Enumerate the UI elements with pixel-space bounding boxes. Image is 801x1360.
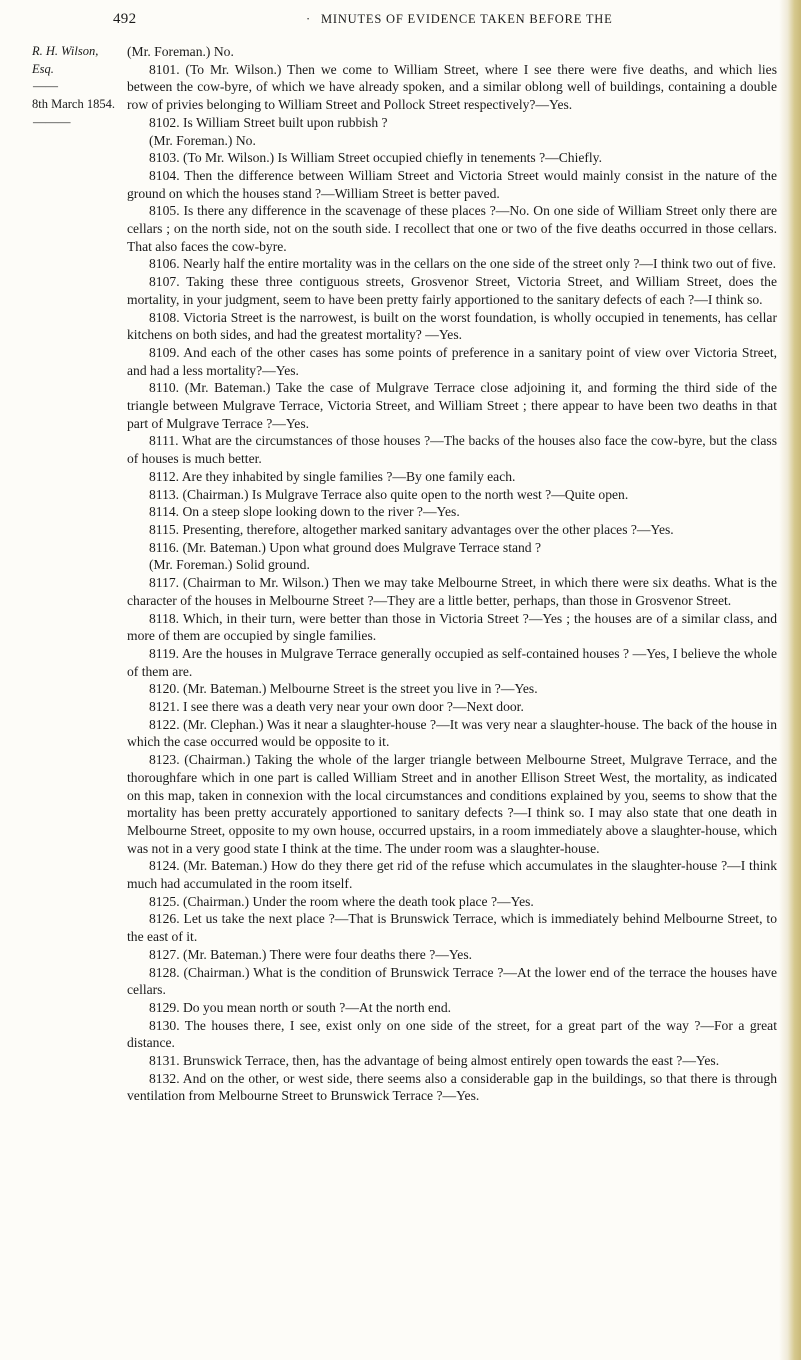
evidence-paragraph: 8116. (Mr. Bateman.) Upon what ground does Mulgrave Terrace stand ?	[149, 539, 542, 555]
evidence-paragraph: (Mr. Foreman.) Solid ground.	[149, 557, 310, 573]
evidence-paragraph: 8106. Nearly half the entire mortality was in the cellars on the one side of the street only ?—I think two out of five.	[149, 256, 777, 272]
evidence-paragraph: 8131. Brunswick Terrace, then, has the advantage of being almost entirely open towards the east ?—Yes.	[149, 1053, 720, 1069]
evidence-paragraph: 8111. What are the circumstances of those houses ?—The backs of the houses also face the cow-byre, but the class of houses is much better.	[127, 433, 777, 467]
margin-dash: ———	[33, 114, 71, 129]
evidence-paragraph: 8125. (Chairman.) Under the room where the death took place ?—Yes.	[149, 893, 534, 909]
evidence-paragraph: 8122. (Mr. Clephan.) Was it near a slaughter-house ?—It was very near a slaughter-house. The back of the house in which the case occurred would be opposite to it.	[127, 716, 777, 750]
evidence-paragraph: 8115. Presenting, therefore, altogether marked sanitary advantages over the other places ?—Yes.	[149, 521, 674, 537]
page-edge	[779, 0, 801, 1360]
margin-dash: ——	[33, 79, 58, 94]
evidence-paragraph: 8105. Is there any difference in the scavenage of these places ?—No. On one side of William Street only there are cellars ; on the north side, not on the south side. I recollect that one or two of the five deaths occurred in those cellars. That also faces the cow-byre.	[127, 203, 777, 254]
margin-note	[32, 43, 122, 132]
page-number: 492	[113, 11, 137, 27]
running-head	[306, 12, 613, 27]
evidence-paragraph: 8123. (Chairman.) Taking the whole of the larger triangle between Melbourne Street, Mulgrave Terrace, and the thoroughfare which in one part is called William Street and in another Ellison Street West, the mortality, as indicated on this map, taken in connexion with the local circumstances and conditions explained by you, seems to show that the mortality has been pretty accurately apportioned to sanitary defects ?—I think so. I may also state that one death in Melbourne Street, opposite to my own house, occurred upstairs, in a room immediately above a slaughter-house, which was not in a very good state I think at the time. The under room was a slaughter-house.	[127, 752, 777, 856]
evidence-paragraph: (Mr. Foreman.) No.	[127, 44, 234, 59]
evidence-paragraph: 8114. On a steep slope looking down to the river ?—Yes.	[149, 504, 460, 520]
evidence-paragraph: (Mr. Foreman.) No.	[149, 132, 256, 148]
evidence-paragraph: 8127. (Mr. Bateman.) There were four deaths there ?—Yes.	[149, 946, 473, 962]
evidence-paragraph: 8121. I see there was a death very near your own door ?—Next door.	[149, 699, 524, 715]
running-head-text: MINUTES OF EVIDENCE TAKEN BEFORE THE	[320, 12, 613, 26]
witness-name: R. H. Wilson, Esq.	[32, 44, 99, 76]
evidence-paragraph: 8118. Which, in their turn, were better than those in Victoria Street ?—Yes ; the houses are of a similar class, and more of them are occupied by single families.	[127, 610, 777, 644]
evidence-paragraph: 8103. (To Mr. Wilson.) Is William Street occupied chiefly in tenements ?—Chiefly.	[149, 150, 602, 166]
evidence-paragraph: 8109. And each of the other cases has some points of preference in a sanitary point of view over Victoria Street, and had a less mortality?—Yes.	[127, 344, 777, 378]
evidence-paragraph: 8126. Let us take the next place ?—That is Brunswick Terrace, which is immediately behind Melbourne Street, to the east of it.	[127, 911, 777, 945]
evidence-paragraph: 8108. Victoria Street is the narrowest, is built on the worst foundation, is wholly occupied in tenements, has cellar kitchens on both sides, and had the greatest mortality? —Yes.	[127, 309, 777, 343]
evidence-paragraph: 8102. Is William Street built upon rubbish ?	[149, 114, 388, 130]
evidence-paragraph: 8124. (Mr. Bateman.) How do they there get rid of the refuse which accumulates in the slaughter-house ?—I think much had accumulated in the room itself.	[127, 858, 777, 892]
page-header	[0, 8, 801, 32]
header-bullet: ·	[306, 12, 311, 26]
evidence-paragraph: 8113. (Chairman.) Is Mulgrave Terrace also quite open to the north west ?—Quite open.	[149, 486, 629, 502]
evidence-paragraph: 8104. Then the difference between William Street and Victoria Street would mainly consist in the nature of the ground on which the houses stand ?—William Street is better paved.	[127, 167, 777, 201]
evidence-paragraph: 8101. (To Mr. Wilson.) Then we come to William Street, where I see there were five deaths, and which lies between the cow-byre, of which we have already spoken, and a similar oblong well of buildings, containing a double row of privies belonging to William Street and Pollock Street respectively?—Yes.	[127, 61, 777, 113]
evidence-text	[127, 43, 777, 1105]
evidence-paragraph: 8132. And on the other, or west side, there seems also a considerable gap in the buildings, so that there is through ventilation from Melbourne Street to Brunswick Terrace ?—Yes.	[127, 1070, 777, 1104]
evidence-paragraph: 8119. Are the houses in Mulgrave Terrace generally occupied as self-contained houses ? —Yes, I believe the whole of them are.	[127, 645, 777, 679]
evidence-paragraph: 8107. Taking these three contiguous streets, Grosvenor Street, Victoria Street, and William Street, does the mortality, in your judgment, seem to have been pretty fairly apportioned to the sanitary defects of each ?—I think so.	[127, 274, 777, 307]
evidence-paragraph: 8110. (Mr. Bateman.) Take the case of Mulgrave Terrace close adjoining it, and forming the third side of the triangle between Mulgrave Terrace, Victoria Street, and William Street ; there appear to have been two deaths in that part of Mulgrave Terrace ?—Yes.	[127, 380, 777, 431]
hearing-date: 8th March 1854.	[32, 97, 115, 112]
evidence-paragraph: 8112. Are they inhabited by single families ?—By one family each.	[149, 468, 516, 484]
evidence-paragraph: 8120. (Mr. Bateman.) Melbourne Street is the street you live in ?—Yes.	[149, 681, 538, 697]
evidence-paragraph: 8117. (Chairman to Mr. Wilson.) Then we may take Melbourne Street, in which there were six deaths. What is the character of the houses in Melbourne Street ?—They are a little better, perhaps, than those in Grosvenor Street.	[127, 575, 777, 608]
evidence-paragraph: 8129. Do you mean north or south ?—At the north end.	[149, 999, 452, 1015]
evidence-paragraph: 8128. (Chairman.) What is the condition of Brunswick Terrace ?—At the lower end of the terrace the houses have cellars.	[127, 964, 777, 998]
evidence-paragraph: 8130. The houses there, I see, exist only on one side of the street, for a great part of the way ?—For a great distance.	[127, 1017, 777, 1051]
